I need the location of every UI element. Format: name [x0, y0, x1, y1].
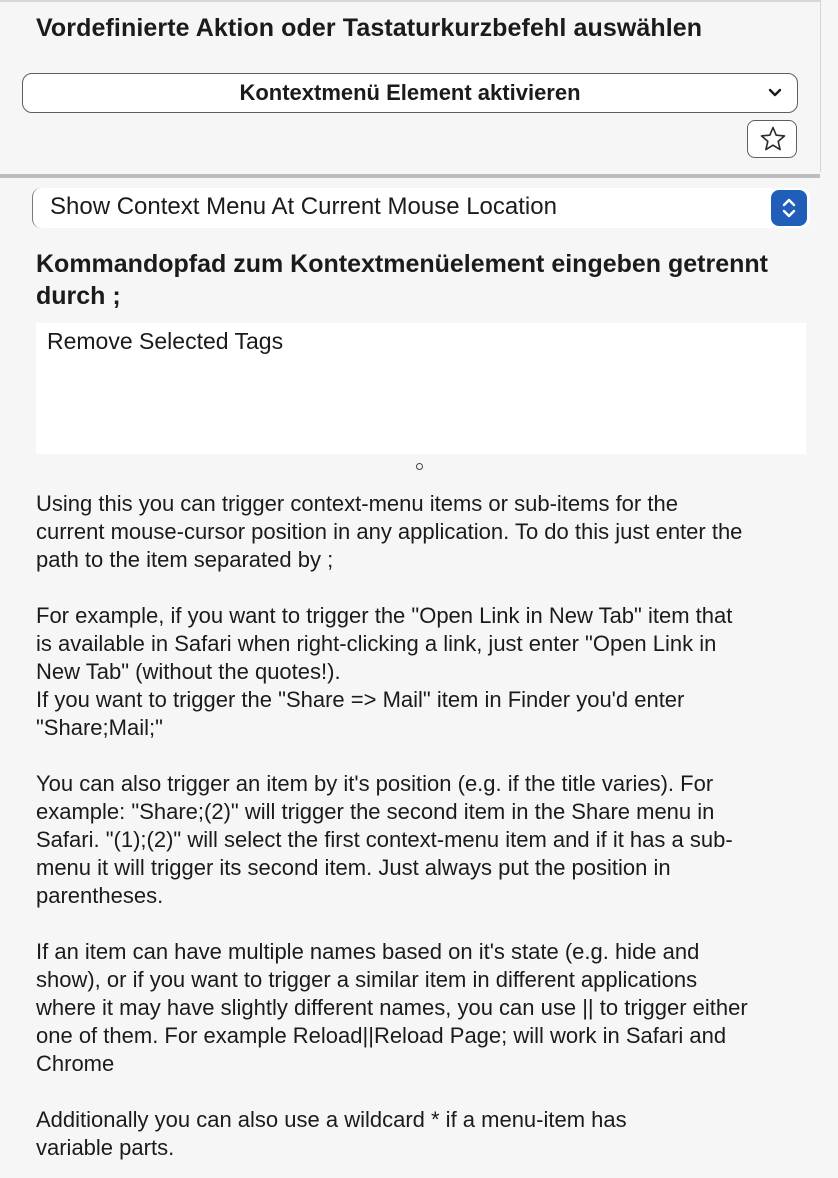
panel-title: Vordefinierte Aktion oder Tastaturkurzbefehl auswählen	[36, 14, 703, 42]
chevron-down-icon	[767, 84, 783, 100]
predefined-action-select[interactable]	[22, 73, 798, 113]
command-path-input[interactable]: Remove Selected Tags	[36, 323, 806, 454]
context-menu-mode-popup[interactable]	[32, 188, 810, 228]
command-path-heading: Kommandopfad zum Kontextmenüelement eingeben getrennt durch ;	[36, 250, 769, 310]
resize-handle[interactable]	[416, 463, 423, 470]
star-icon	[759, 125, 787, 153]
action-selection-panel	[0, 0, 821, 172]
section-divider	[0, 174, 820, 178]
context-menu-mode-value: Show Context Menu At Current Mouse Location	[50, 193, 557, 220]
top-border	[0, 0, 820, 2]
predefined-action-value: Kontextmenü Element aktivieren	[239, 80, 581, 105]
up-down-stepper-icon	[771, 190, 807, 226]
help-description: Using this you can trigger context-menu items or sub-items for the current mouse-cursor position in any application. To do this just enter the path to the item separated by ; For example, if you want to trigger the "Open Link in New Tab" item that is available in Safari when right-clicking a link, just enter "Open Link in New Tab" (without the quotes!). If you want to trigger the "Share => Mail" item in Finder you'd enter "Share;Mail;" You can also trigger an item by it's position (e.g. if the title varies). For example: "Share;(2)" will trigger the second item in the Share menu in Safari. "(1);(2)" will select the first context-menu item and if it has a sub- menu it will trigger its second item. Just always put the position in parentheses. If an item can have multiple names based on it's state (e.g. hide and show), or if you want to trigger a similar item in different applications where it may have slightly different names, you can use || to trigger either one of them. For example Reload||Reload Page; will work in Safari and Chrome Additionally you can also use a wildcard * if a menu-item has variable parts.	[36, 491, 748, 1160]
favorite-button[interactable]	[747, 120, 797, 158]
